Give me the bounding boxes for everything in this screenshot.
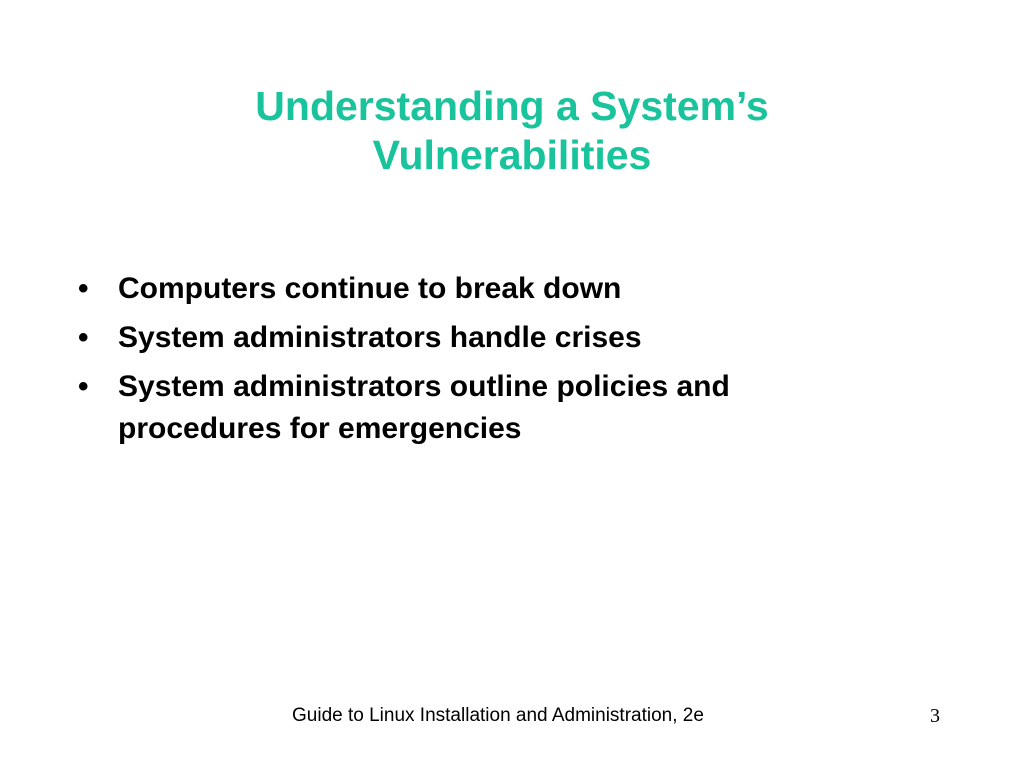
bullet-icon: •	[78, 370, 89, 403]
slide-title-line-1: Understanding a System’s	[255, 83, 769, 129]
slide-title	[160, 82, 864, 180]
bullet-text-policies: System administrators outline policies and procedures for emergencies	[118, 370, 730, 445]
bullet-list	[78, 268, 838, 457]
bullet-item-policies	[78, 366, 838, 450]
slide-title-line-2: Vulnerabilities	[372, 132, 652, 178]
bullet-icon: •	[78, 272, 89, 305]
bullet-item-computers	[78, 268, 838, 310]
bullet-icon: •	[78, 321, 89, 354]
bullet-text-computers: Computers continue to break down	[118, 272, 622, 305]
page-number: 3	[930, 705, 940, 727]
bullet-item-crises	[78, 317, 838, 359]
slide-footer: Guide to Linux Installation and Administration, 2e	[292, 705, 704, 726]
bullet-text-crises: System administrators handle crises	[118, 321, 642, 354]
